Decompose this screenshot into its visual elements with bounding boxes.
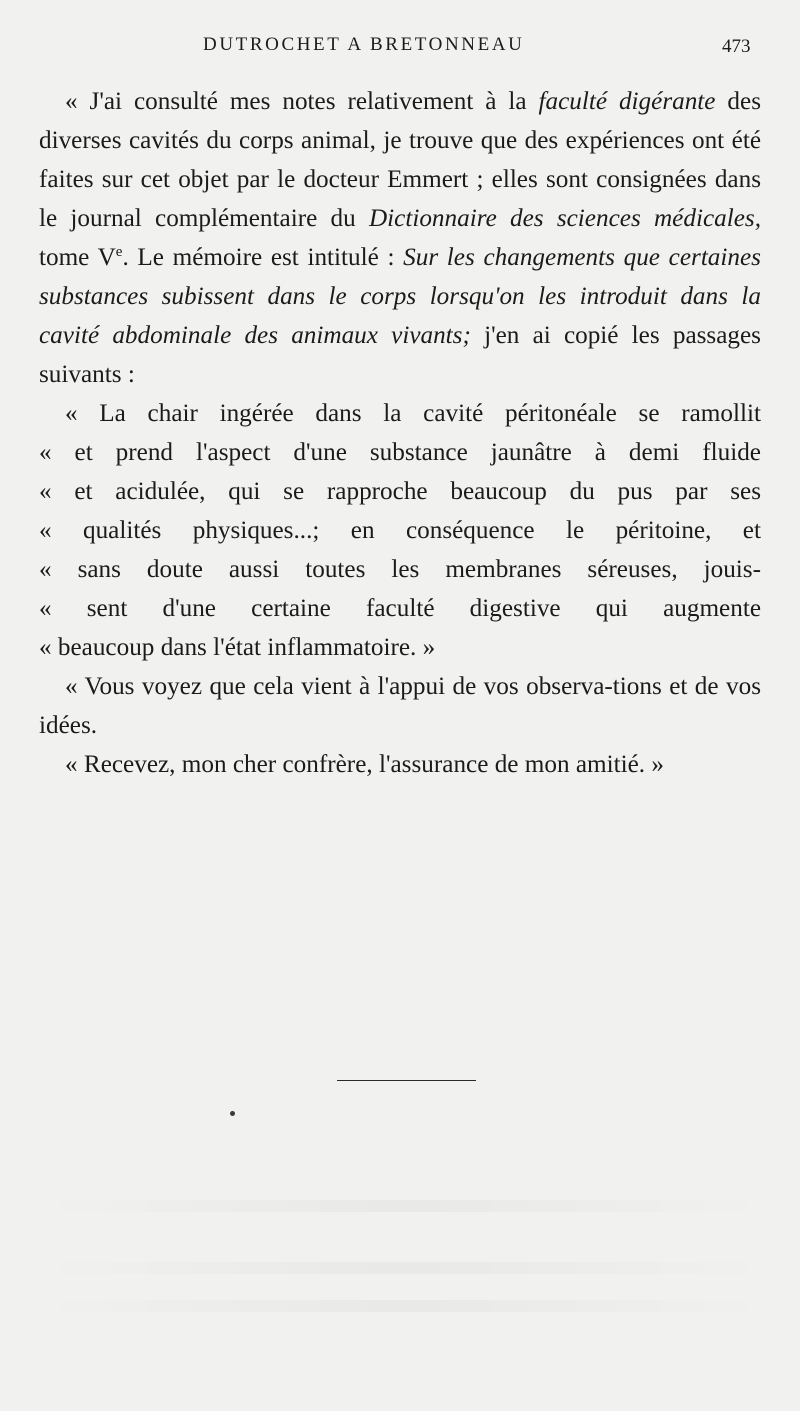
running-head	[0, 34, 800, 64]
text-run: tome V	[39, 244, 116, 271]
quoted-line: « et prend l'aspect d'une substance jaunâtre à demi fluide	[39, 439, 761, 466]
quoted-line: « sans doute aussi toutes les membranes séreuses, jouis-	[39, 556, 761, 583]
quoted-line: « et acidulée, qui se rapproche beaucoup du pus par ses	[39, 478, 761, 505]
quoted-passage	[39, 394, 761, 667]
text-run: « Recevez, mon cher confrère, l'assurance de mon amitié. »	[65, 751, 664, 778]
paragraph-intro	[39, 82, 761, 394]
page-number: 473	[722, 36, 751, 57]
superscript: e	[115, 244, 123, 260]
body-text	[39, 82, 761, 784]
paragraph-closing	[39, 745, 761, 784]
quoted-line: « beaucoup dans l'état inflammatoire. »	[39, 634, 436, 661]
quoted-line: « La chair ingérée dans la cavité péritonéale se ramollit	[65, 400, 761, 427]
italic-text: Sur les changements que certaines substances subissent dans le corps lorsqu'on les introduit dans la cavité abdominale des animaux vivants;	[39, 244, 761, 349]
text-run: des diverses cavités du corps animal, je trouve que des expériences ont été faites sur cet objet par le docteur Emmert ; elles sont consignées dans le journal complémentaire du	[39, 88, 762, 232]
bleed-through	[40, 1262, 770, 1274]
bleed-through	[40, 1300, 770, 1312]
italic-text: Dictionnaire des sciences médicales,	[368, 205, 762, 232]
italic-text: faculté digérante	[538, 88, 716, 115]
text-run: « J'ai consulté mes notes relativement à la	[65, 88, 539, 115]
bleed-through	[40, 1200, 770, 1212]
text-run: j'en ai copié les passages suivants :	[39, 322, 761, 388]
closing-rule	[337, 1080, 476, 1081]
text-run: . Le mémoire est intitulé :	[122, 244, 404, 271]
paragraph-observations	[39, 667, 761, 745]
ink-dot	[230, 1111, 235, 1116]
text-run: « Vous voyez que cela vient à l'appui de vos observa-tions et de vos idées.	[39, 673, 761, 739]
quoted-line: « sent d'une certaine faculté digestive qui augmente	[39, 595, 761, 622]
quoted-line: « qualités physiques...; en conséquence le péritoine, et	[39, 517, 761, 544]
running-title: DUTROCHET A BRETONNEAU	[203, 34, 525, 55]
